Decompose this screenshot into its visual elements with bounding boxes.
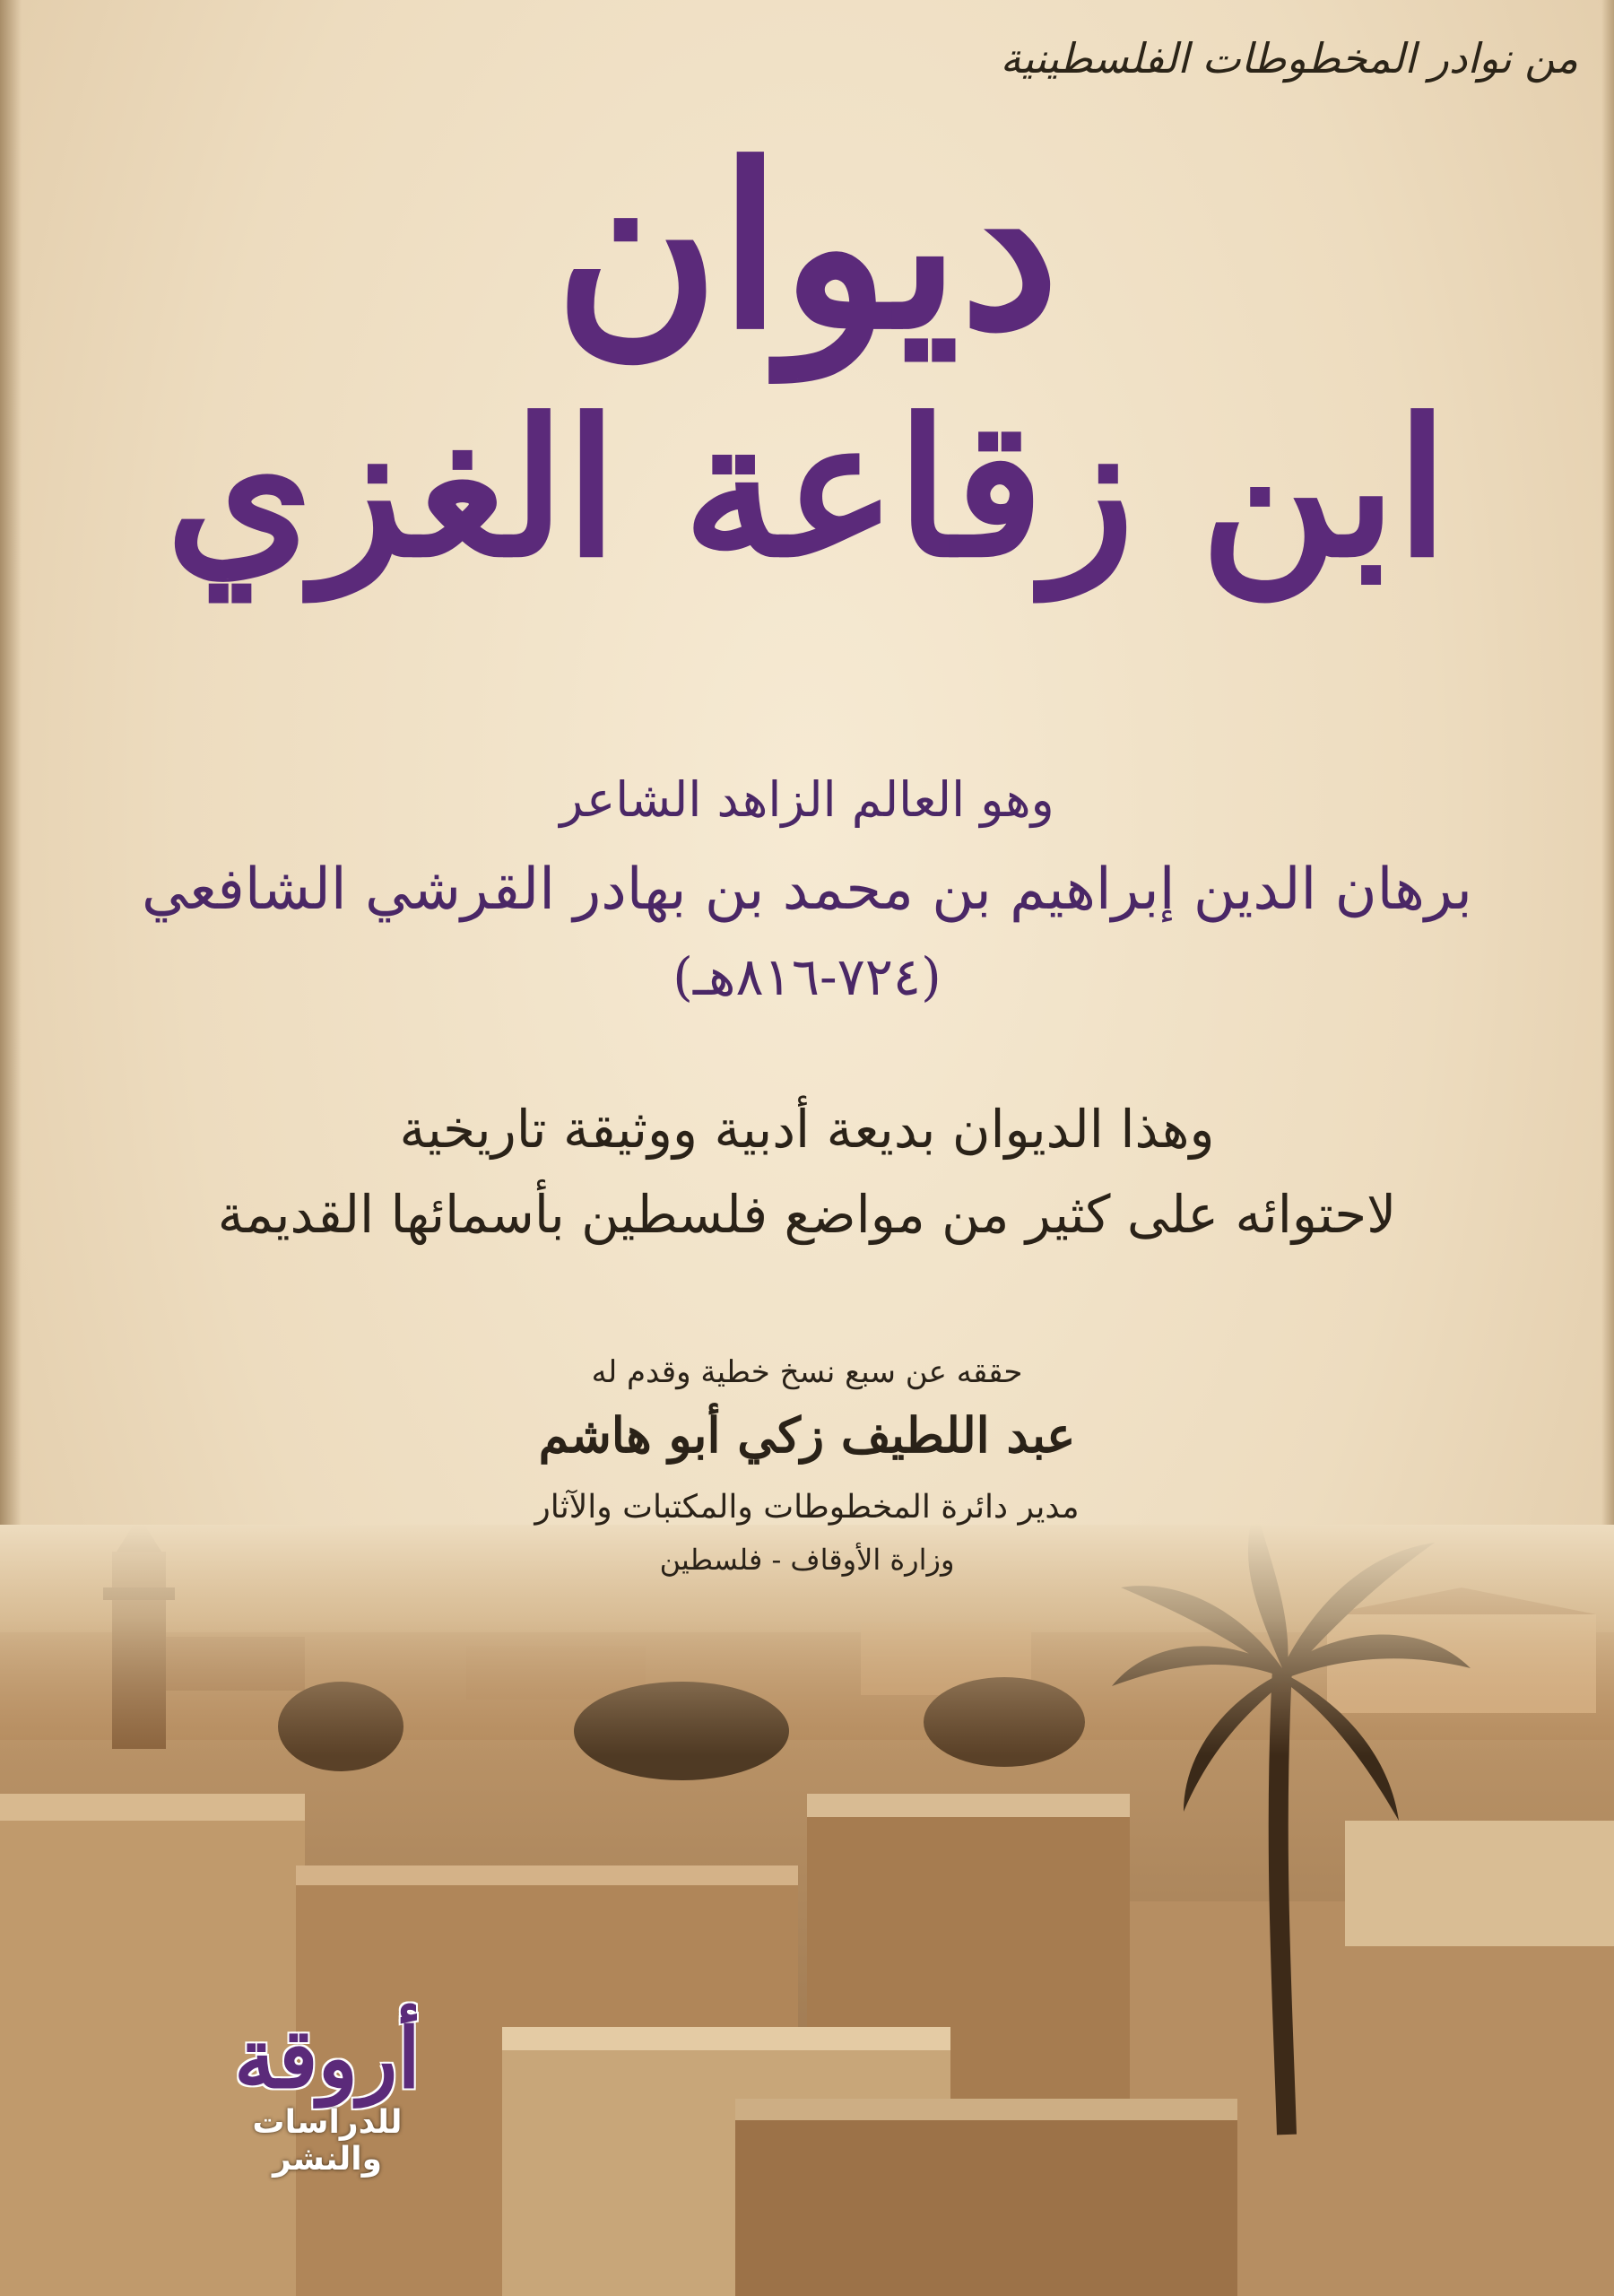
author-dates: (٧٢٤-٨١٦هـ) [672, 946, 941, 1007]
title-line-1: ديوان [554, 115, 1060, 378]
editor-credit: حققه عن سبع نسخ خطية وقدم له [591, 1354, 1023, 1390]
editor-ministry: وزارة الأوقاف - فلسطين [659, 1543, 955, 1577]
title-line-2: ابن زقاعة الغزي [165, 378, 1449, 599]
editor-role: مدير دائرة المخطوطات والمكتبات والآثار [534, 1489, 1080, 1526]
editor-name: عبد اللطيف زكي أبو هاشم [538, 1406, 1076, 1464]
subtitle-line-1: وهو العالم الزاهد الشاعر [560, 771, 1054, 828]
series-label: من نوادر المخطوطات الفلسطينية [1000, 34, 1578, 83]
city-photo [0, 1525, 1614, 2296]
description-line-1: وهذا الديوان بديعة أدبية ووثيقة تاريخية [399, 1099, 1215, 1160]
publisher-tagline: للدراسات والنشر [252, 2104, 403, 2179]
subtitle-line-2: برهان الدين إبراهيم بن محمد بن بهادر القرشي الشافعي [142, 857, 1472, 923]
publisher-logo-text: أروقة [234, 2010, 421, 2107]
publisher-logo [206, 2010, 448, 2179]
description-line-2: لاحتوائه على كثير من مواضع فلسطين بأسمائها القديمة [217, 1184, 1397, 1245]
